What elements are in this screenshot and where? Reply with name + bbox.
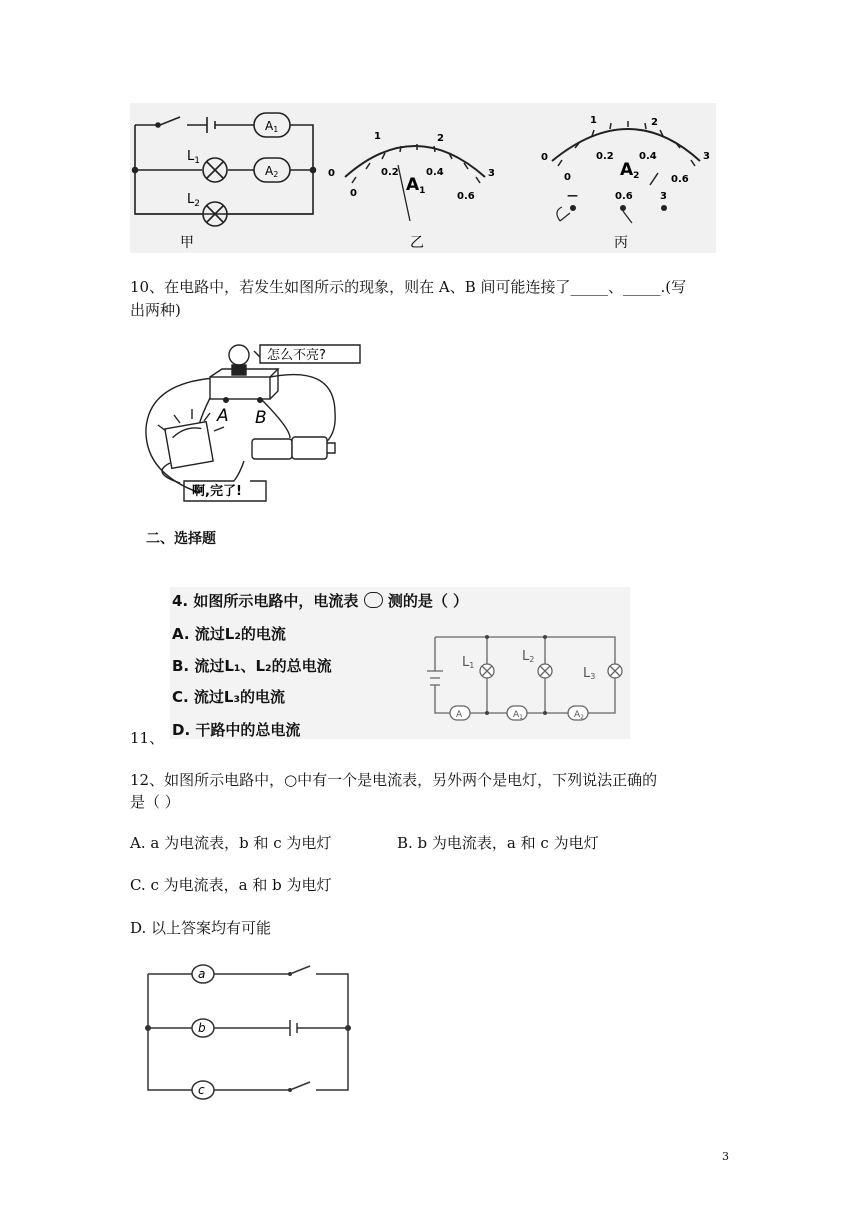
label-bing: 丙 (614, 235, 628, 251)
yi-meter-name: A1 (406, 175, 426, 196)
q10-bubble-top: 怎么不亮? (267, 348, 326, 363)
yi-bot-1: 0.2 (381, 167, 399, 178)
bing-terminal-neg: — (567, 189, 578, 202)
label-L2: $L_2$ (187, 192, 200, 209)
bing-top-2: 2 (651, 117, 658, 128)
top-figure (130, 103, 716, 253)
q10-figure (140, 333, 362, 505)
page-number: 3 (722, 1150, 729, 1163)
q10-label-a: A (217, 406, 229, 426)
bing-top-1: 1 (590, 115, 597, 126)
q12-label-c: c (198, 1083, 205, 1097)
q10-line2: 出两种) (130, 301, 181, 319)
q12-circuit-svg (130, 960, 370, 1108)
q10-bubble-bottom: 啊,完了! (192, 484, 242, 499)
yi-bot-2: 0.4 (426, 167, 444, 178)
circuit-jia (133, 113, 316, 226)
q11-option-c: C. 流过L₃的电流 (172, 688, 286, 706)
section-title: 二、选择题 (146, 531, 216, 547)
q12-line2: 是（ ） (130, 793, 180, 811)
yi-top-3: 3 (488, 168, 495, 179)
q10-figure-svg (140, 333, 362, 505)
q12-line1: 12、如图所示电路中，○中有一个是电流表，另外两个是电灯，下列说法正确的 (130, 771, 658, 789)
ammeter-symbol-icon (364, 592, 383, 608)
q11-circuit (425, 633, 630, 723)
label-jia: 甲 (180, 235, 194, 251)
top-figure-svg (130, 103, 716, 253)
q12-circuit (130, 960, 370, 1108)
q12-label-a: a (198, 967, 206, 981)
yi-bot-0: 0 (350, 188, 357, 199)
bing-meter-name: A2 (620, 160, 640, 181)
q11-meter-A2: $A_2$ (574, 710, 584, 721)
q11-label-L3: L3 (583, 666, 596, 681)
q11-label-L1: L1 (462, 655, 475, 670)
q12-label-b: b (198, 1021, 206, 1035)
q12-option-d: D. 以上答案均有可能 (130, 919, 272, 937)
yi-bot-3: 0.6 (457, 191, 475, 202)
q12-option-b: B. b 为电流表，a 和 c 为电灯 (397, 834, 599, 852)
q11-circuit-svg (425, 633, 630, 723)
bing-terminal-3: 3 (660, 191, 667, 202)
q11-option-a: A. 流过L₂的电流 (172, 625, 286, 643)
q10-line1: 10、在电路中，若发生如图所示的现象，则在 A、B 间可能连接了_____、_____.(写 (130, 278, 687, 296)
yi-top-0: 0 (328, 168, 335, 179)
bing-top-0: 0 (541, 152, 548, 163)
yi-top-2: 2 (437, 133, 444, 144)
q10-label-b: B (255, 408, 267, 428)
bing-bot-3: 0.6 (671, 174, 689, 185)
q11-option-d: D. 干路中的总电流 (172, 721, 301, 739)
q11-meter-A: A (456, 710, 463, 720)
q11-stem-text: 4. 如图所示电路中，电流表 (172, 592, 359, 610)
yi-top-1: 1 (374, 131, 381, 142)
q11-number: 11、 (130, 729, 165, 747)
q12-option-a: A. a 为电流表，b 和 c 为电灯 (130, 834, 332, 852)
label-L1: $L_1$ (187, 149, 200, 166)
bing-bot-0: 0 (564, 172, 571, 183)
bing-bot-2: 0.4 (639, 151, 657, 162)
bing-bot-1: 0.2 (596, 151, 614, 162)
label-A1: A1 (265, 119, 279, 134)
label-A2: A2 (265, 164, 279, 179)
q11-stem (172, 590, 468, 612)
bing-top-3: 3 (703, 151, 710, 162)
q11-option-b: B. 流过L₁、L₂的总电流 (172, 657, 332, 675)
q11-label-L2: L2 (522, 649, 535, 664)
bing-terminal-06: 0.6 (615, 191, 633, 202)
q11-meter-A1: $A_1$ (513, 710, 523, 721)
q12-option-c: C. c 为电流表，a 和 b 为电灯 (130, 876, 332, 894)
label-yi: 乙 (410, 235, 424, 251)
q11-stem-end: 测的是（ ） (387, 592, 469, 610)
